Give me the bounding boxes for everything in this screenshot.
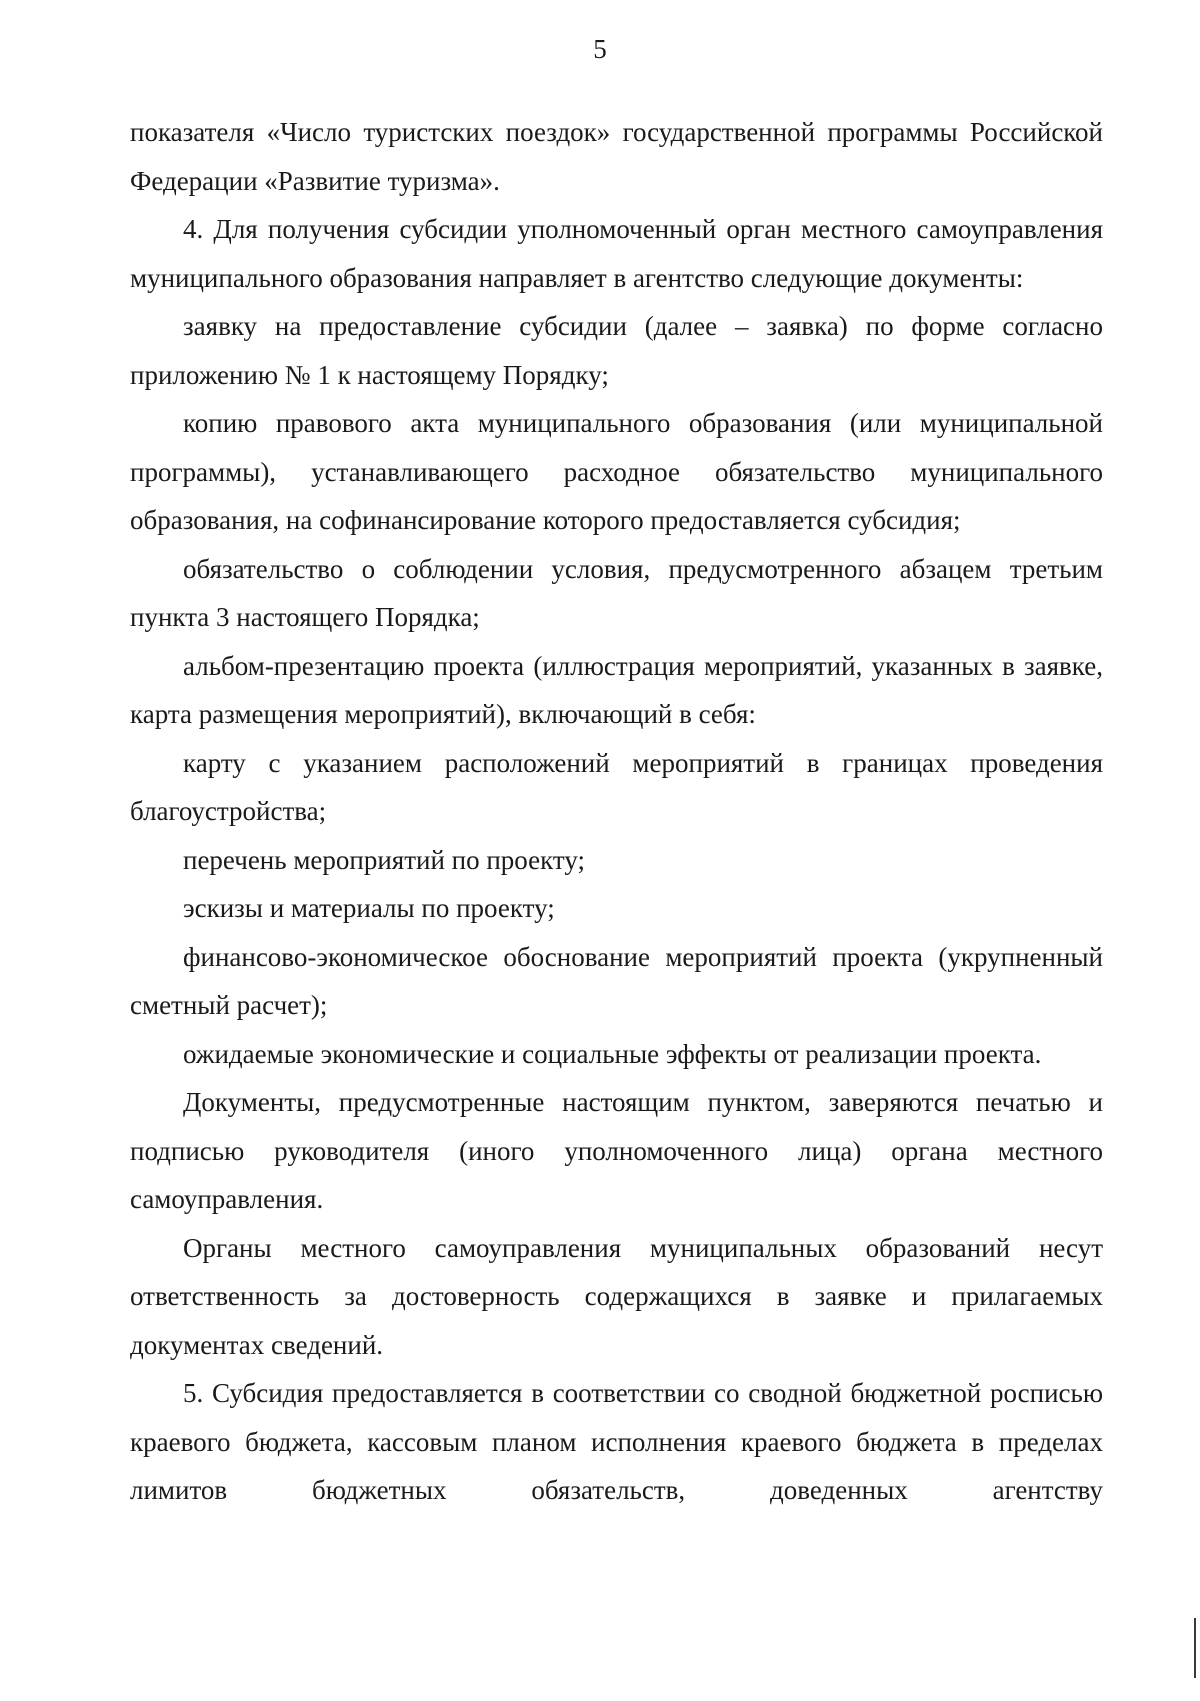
paragraph-item-5: 5. Субсидия предоставляется в соответствии со сводной бюджетной росписью краевого бюджета, кассовым планом исполнения краевого бюджета в пределах лимитов бюджетных обязательств, доведенных агентству [130, 1378, 1103, 1505]
paragraph-certification: Документы, предусмотренные настоящим пунктом, заверяются печатью и подписью руководителя (иного уполномоченного лица) органа местного самоуправления. [130, 1087, 1103, 1214]
paragraph-legal-act-copy: копию правового акта муниципального образования (или муниципальной программы), устанавливающего расходное обязательство муниципального образования, на софинансирование которого предоставляется субсидия; [130, 408, 1103, 535]
paragraph-list: перечень мероприятий по проекту; [183, 844, 585, 875]
paragraph-album: альбом-презентацию проекта (иллюстрация мероприятий, указанных в заявке, карта размещения мероприятий), включающий в себя: [130, 650, 1103, 729]
paragraph-item-4: 4. Для получения субсидии уполномоченный орган местного самоуправления муниципального образования направляет в агентство следующие документы: [130, 214, 1103, 293]
paragraph-continuation: показателя «Число туристских поездок» государственной программы Российской Федерации «Развитие туризма». [130, 117, 1103, 196]
document-body [130, 108, 1103, 1515]
paragraph-application: заявку на предоставление субсидии (далее – заявка) по форме согласно приложению № 1 к настоящему Порядку; [130, 311, 1103, 390]
paragraph-obligation: обязательство о соблюдении условия, предусмотренного абзацем третьим пункта 3 настоящего Порядка; [130, 553, 1103, 632]
paragraph-expected-effects: ожидаемые экономические и социальные эффекты от реализации проекта. [183, 1038, 1042, 1069]
paragraph-financial-justification: финансово-экономическое обоснование мероприятий проекта (укрупненный сметный расчет); [130, 941, 1103, 1020]
page-number: 5 [593, 34, 607, 64]
paragraph-map: карту с указанием расположений мероприятий в границах проведения благоустройства; [130, 747, 1103, 826]
scan-edge-line [1194, 1618, 1196, 1678]
paragraph-sketches: эскизы и материалы по проекту; [183, 893, 555, 923]
paragraph-responsibility: Органы местного самоуправления муниципальных образований несут ответственность за достоверность содержащихся в заявке и прилагаемых документах сведений. [130, 1232, 1103, 1360]
